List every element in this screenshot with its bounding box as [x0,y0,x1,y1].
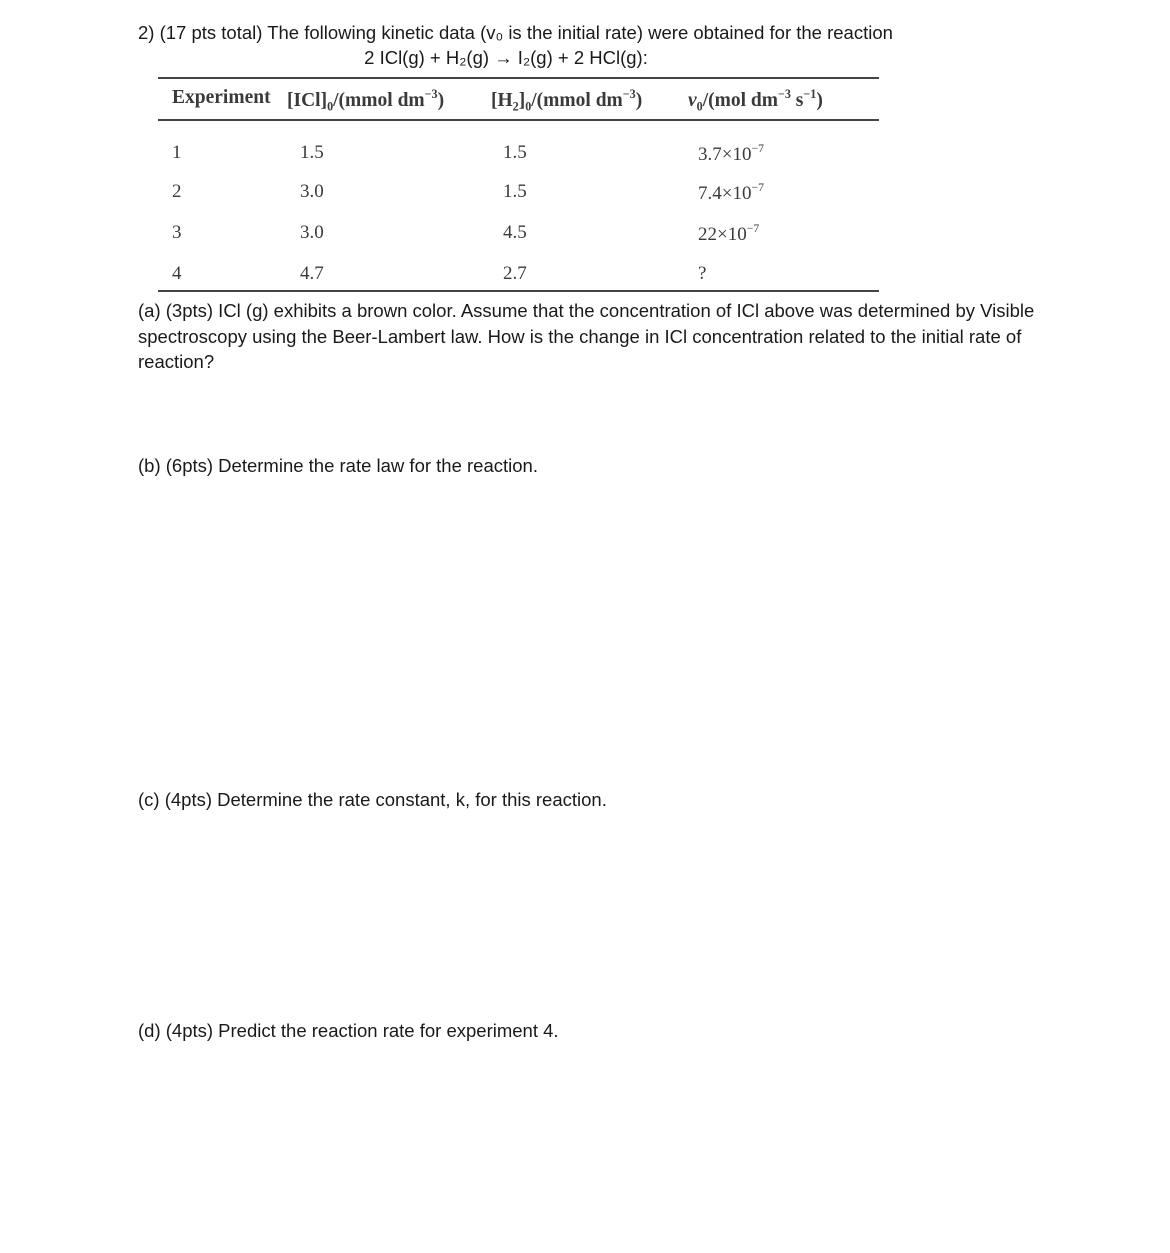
row2-rate: $7.4\times 10^{-7}$ [698,181,764,205]
row1-icl: 1.5 [300,142,324,163]
kinetics-table [158,77,879,292]
question-a: (a) (3pts) ICl (g) exhibits a brown color. Assume that the concentration of ICl above was determined by Visible spectroscopy using the Beer-Lambert law. How is the change in ICl concentration related to the initial rate of reaction? [138,300,1035,372]
header-experiment: Experiment [172,87,271,108]
row1-h2: 1.5 [503,142,527,163]
row3-experiment: 3 [172,222,182,243]
row3-rate: $22\times 10^{-7}$ [698,222,760,246]
header-icl-concentration: $[ICl]_0/(mmol$ $dm^{-3}$) [287,87,445,114]
reaction-equation: 2 ICl(g) + H₂(g) → I₂(g) + 2 HCl(g): [364,47,648,68]
table-top-rule [158,77,879,79]
row4-experiment: 4 [172,263,182,284]
row1-experiment: 1 [172,142,182,163]
row1-rate: $3.7\times 10^{-7}$ [698,142,764,166]
question-c: (c) (4pts) Determine the rate constant, k, for this reaction. [138,789,607,810]
table-header-rule [158,119,879,121]
table-bottom-rule [158,290,879,292]
row4-h2: 2.7 [503,263,527,284]
row4-rate-unknown: ? [698,263,707,284]
problem-intro: 2) (17 pts total) The following kinetic data (v₀ is the initial rate) were obtained for the reaction [138,22,893,43]
header-initial-rate: $v_0/(mol$ $dm^{-3}$ $s^{-1}$) [688,87,823,114]
row3-h2: 4.5 [503,222,527,243]
question-d: (d) (4pts) Predict the reaction rate for experiment 4. [138,1020,559,1041]
question-b: (b) (6pts) Determine the rate law for the reaction. [138,455,538,476]
row3-icl: 3.0 [300,222,324,243]
row2-experiment: 2 [172,181,182,202]
row4-icl: 4.7 [300,263,324,284]
header-h2-concentration: $[H_2]_0/(mmol$ $dm^{-3}$) [491,87,643,114]
row2-h2: 1.5 [503,181,527,202]
row2-icl: 3.0 [300,181,324,202]
